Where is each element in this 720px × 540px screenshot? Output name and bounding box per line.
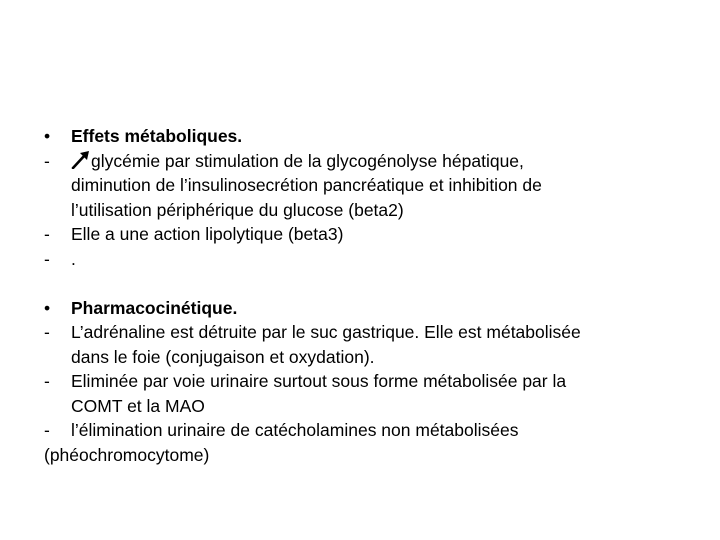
dash-marker: - [44,224,50,244]
list-item [44,149,694,174]
list-item-text: Eliminée par voie urinaire surtout sous forme métabolisée par la [71,371,567,391]
dash-marker: - [44,150,50,171]
list-item-text: L’adrénaline est détruite par le suc gastrique. Elle est métabolisée [71,322,581,342]
list-item-continuation: dans le foie (conjugaison et oxydation). [71,346,375,367]
list-item [44,222,694,247]
list-item-continuation: COMT et la MAO [71,395,205,416]
spacer [44,271,694,296]
dash-marker: - [44,371,50,391]
bullet-marker: • [44,297,51,318]
list-item-text: glycémie par stimulation de la glycogénolyse hépatique, [91,150,524,171]
section-heading-effets [44,124,694,149]
list-item [44,320,694,345]
list-item-text: l’élimination urinaire de catécholamines non métabolisées [71,420,519,440]
section-title: Effets métaboliques. [71,126,243,146]
list-item-text: Elle a une action lipolytique (beta3) [71,224,344,244]
dash-marker: - [44,248,50,269]
list-item-continuation: diminution de l’insulinosecrétion pancréatique et inhibition de [71,175,542,195]
list-item [44,418,694,443]
dash-marker: - [44,322,50,342]
section-title: Pharmacocinétique. [71,297,238,318]
slide-content [44,124,694,467]
list-item [44,369,694,394]
list-item-continuation: (phéochromocytome) [44,444,210,465]
section-heading-pharmacocinetique [44,296,694,321]
dash-marker: - [44,420,50,440]
list-item [44,247,694,272]
up-right-arrow-icon [71,151,91,169]
bullet-marker: • [44,126,51,146]
list-item-text: . [71,248,76,269]
list-item-continuation: l’utilisation périphérique du glucose (beta2) [71,199,404,220]
